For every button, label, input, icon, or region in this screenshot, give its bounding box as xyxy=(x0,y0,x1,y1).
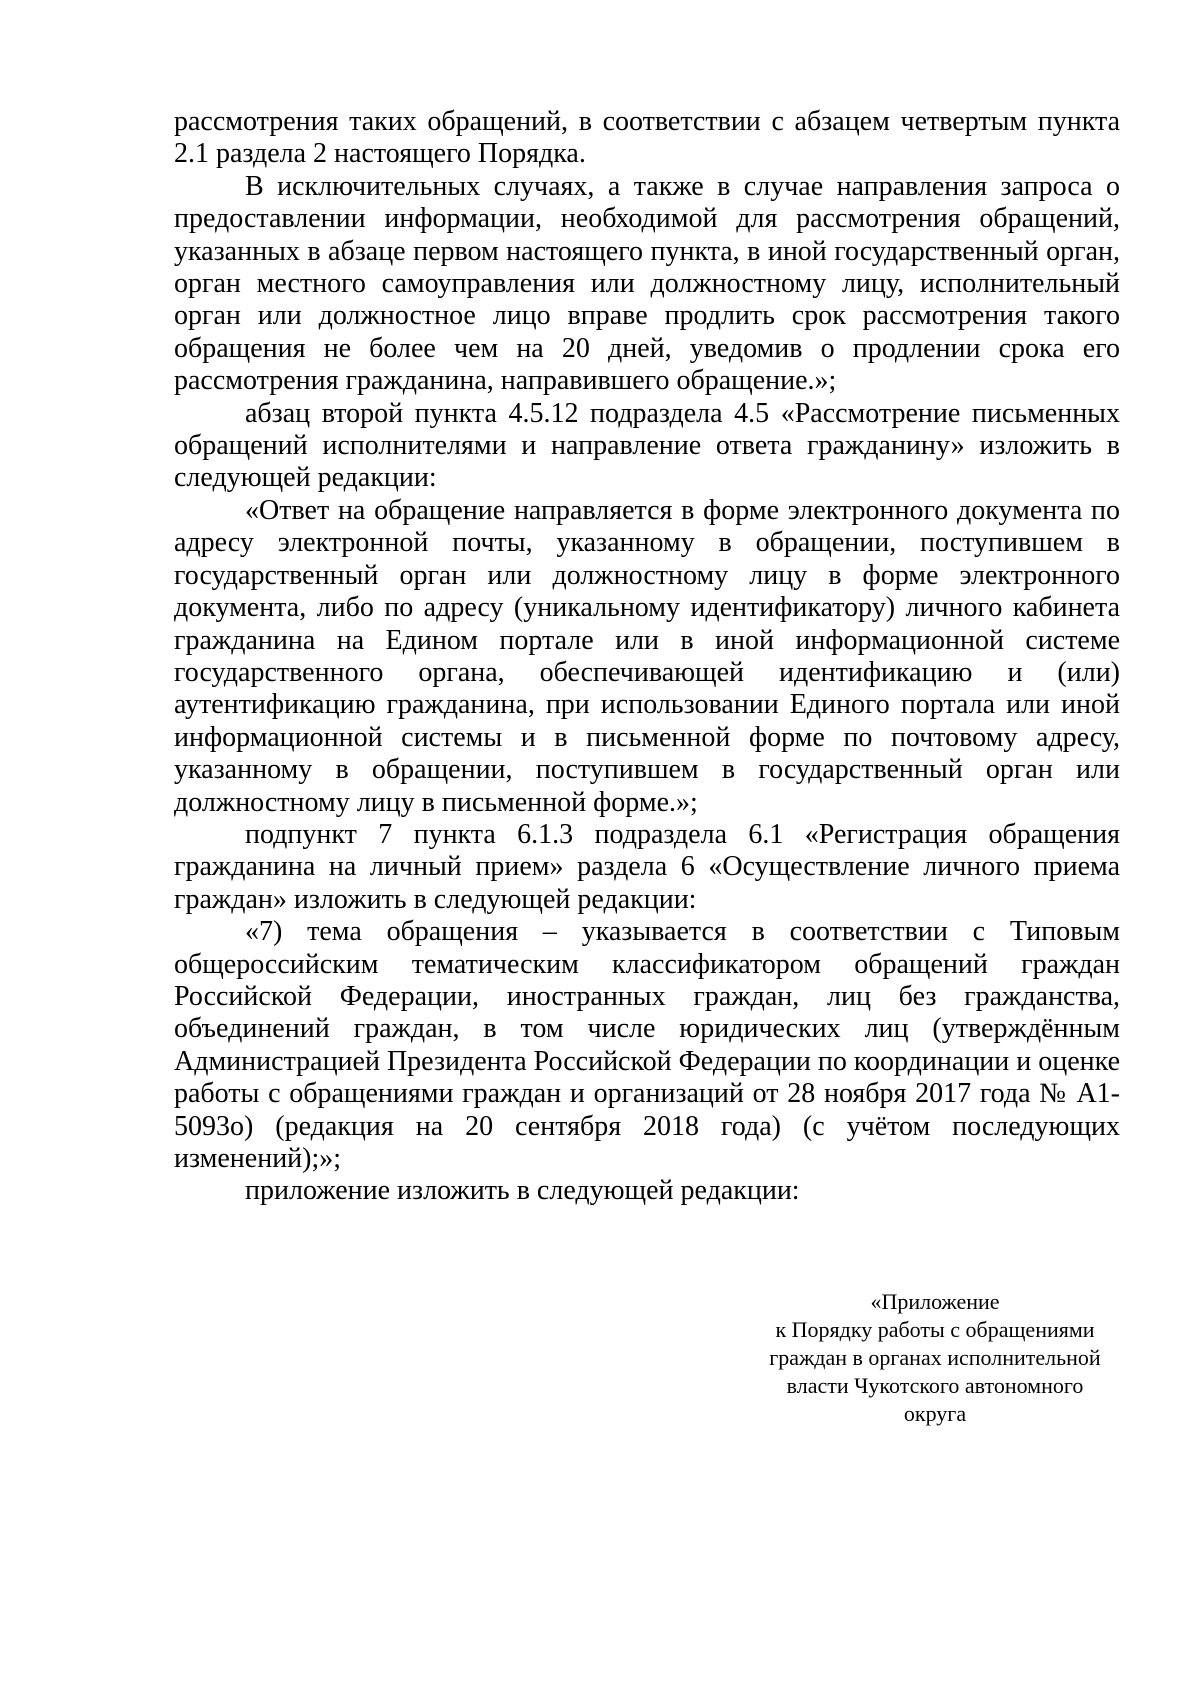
paragraph-amendment-4-5-12: абзац второй пункта 4.5.12 подраздела 4.5 «Рассмотрение письменных обращений исполнителями и направление ответа гражданину» изложить в следующей редакции: xyxy=(174,397,1120,494)
paragraph-exceptional-cases: В исключительных случаях, а также в случае направления запроса о предоставлении информации, необходимой для рассмотрения обращений, указанных в абзаце первом настоящего пункта, в иной государственный орган, орган местного самоуправления или должностному лицу, исполнительный орган или должностное лицо вправе продлить срок рассмотрения такого обращения не более чем на 20 дней, уведомив о продлении срока его рассмотрения гражданина, направившего обращение.»; xyxy=(174,170,1120,397)
paragraph-amendment-6-1-3: подпункт 7 пункта 6.1.3 подраздела 6.1 «Регистрация обращения гражданина на личный прием» раздела 6 «Осуществление личного приема граждан» изложить в следующей редакции: xyxy=(174,818,1120,915)
paragraph-topic-text: «7) тема обращения – указывается в соответствии с Типовым общероссийским тематическим классификатором обращений граждан Российской Федерации, иностранных граждан, лиц без гражданства, объединений граждан, в том числе юридических лиц (утверждённым Администрацией Президента Российской Федерации по координации и оценке работы с обращениями граждан и организаций от 28 ноября 2017 года № А1-5093о) (редакция на 20 сентября 2018 года) (с учётом последующих изменений);»; xyxy=(174,916,1120,1174)
appendix-line: власти Чукотского автономного xyxy=(786,1373,1084,1398)
appendix-heading xyxy=(740,1288,1130,1428)
paragraph-appendix-amendment: приложение изложить в следующей редакции: xyxy=(245,1175,800,1207)
appendix-line: к Порядку работы с обращениями xyxy=(775,1317,1095,1342)
appendix-line: округа xyxy=(903,1401,967,1426)
document-body xyxy=(174,106,1120,1208)
paragraph-answer-text: «Ответ на обращение направляется в форме электронного документа по адресу электронной почты, указанному в обращении, поступившем в государственный орган или должностному лицу в форме электронного документа, либо по адресу (уникальному идентификатору) личного кабинета гражданина на Едином портале или в иной информационной системе государственного органа, обеспечивающей идентификацию и (или) аутентификацию гражданина, при использовании Единого портала или иной информационной системы и в письменной форме по почтовому адресу, указанному в обращении, поступившем в государственный орган или должностному лицу в письменной форме.»; xyxy=(174,494,1120,818)
appendix-line: граждан в органах исполнительной xyxy=(769,1345,1101,1370)
paragraph-continuation: рассмотрения таких обращений, в соответствии с абзацем четвертым пункта 2.1 раздела 2 настоящего Порядка. xyxy=(174,106,1120,170)
appendix-line: «Приложение xyxy=(870,1289,1000,1314)
